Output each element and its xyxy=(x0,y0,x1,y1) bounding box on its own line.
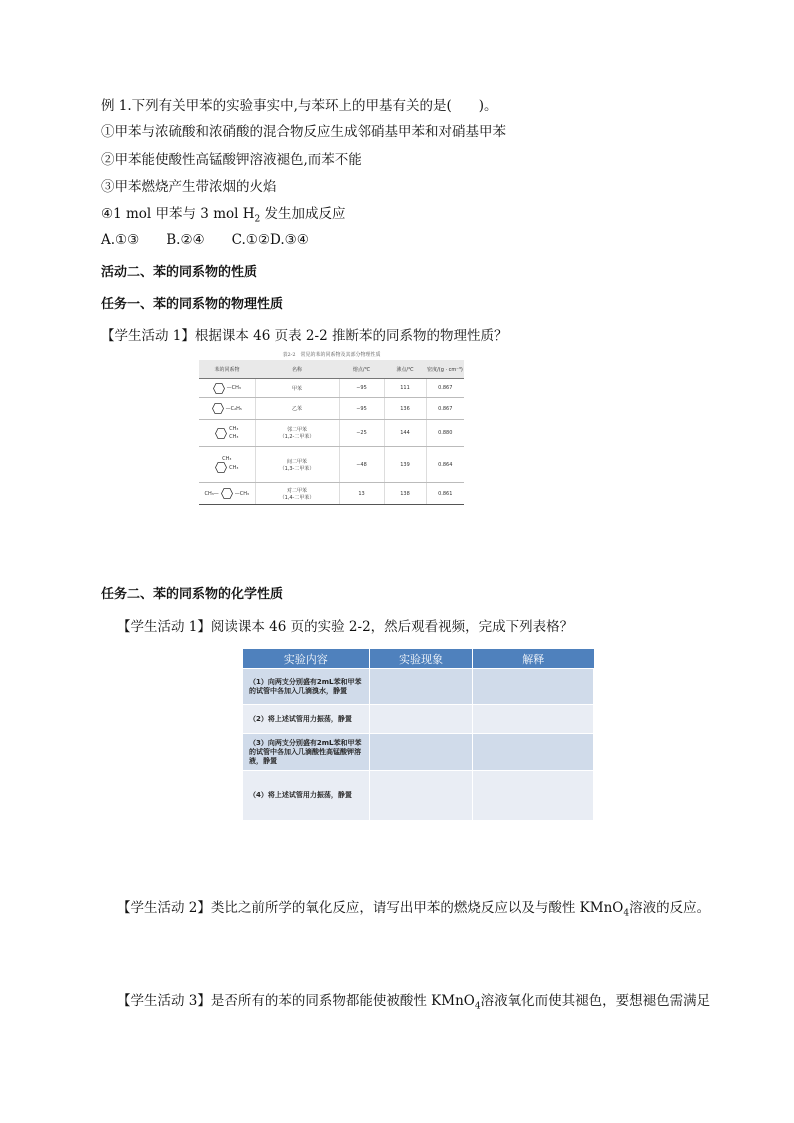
bp-cell: 136 xyxy=(384,398,426,420)
exp-explanation-cell[interactable] xyxy=(473,734,594,771)
task1-heading: 任务一、苯的同系物的物理性质 xyxy=(101,297,284,312)
structure-cell xyxy=(199,483,255,505)
statement-4-subscript: 2 xyxy=(254,214,261,225)
name-cell xyxy=(255,420,339,447)
density-cell: 0.861 xyxy=(426,483,464,505)
density-cell: 0.864 xyxy=(426,447,464,483)
statement-4-text-end: 发生加成反应 xyxy=(260,206,346,222)
exp-content-cell: （4）将上述试管用力振荡，静置 xyxy=(243,771,370,821)
exp-header-row xyxy=(243,649,594,669)
mp-cell: −95 xyxy=(339,379,384,398)
student-activity-3-subscript: 4 xyxy=(474,1001,481,1012)
mp-cell: −95 xyxy=(339,398,384,420)
bp-cell: 138 xyxy=(384,483,426,505)
table-row xyxy=(199,379,464,398)
density-cell: 0.880 xyxy=(426,420,464,447)
substituent: CH₃ xyxy=(222,456,232,462)
statement-3: ③甲苯燃烧产生带浓烟的火焰 xyxy=(101,179,277,195)
exp-header-explanation: 解释 xyxy=(473,649,594,669)
name-cell: 甲苯 xyxy=(255,379,339,398)
mp-cell: −25 xyxy=(339,420,384,447)
benzene-ring-icon xyxy=(213,383,225,394)
table-row xyxy=(243,771,594,821)
benzene-homologs-table-image xyxy=(199,350,464,505)
table-row xyxy=(243,669,594,705)
exp-content-cell: （2）将上述试管用力振荡，静置 xyxy=(243,705,370,734)
name: 邻二甲苯 xyxy=(286,427,307,433)
statement-4-text: ④1 mol 甲苯与 3 mol H xyxy=(101,206,255,222)
benzene-ring-icon xyxy=(215,462,227,473)
student-activity-1b: 【学生活动 1】阅读课本 46 页的实验 2-2，然后观看视频，完成下列表格？ xyxy=(117,619,574,635)
table-row xyxy=(243,734,594,771)
name-alt: （1,3-二甲苯） xyxy=(279,465,315,472)
header-name: 名称 xyxy=(255,360,339,379)
bp-cell: 144 xyxy=(384,420,426,447)
structure-cell xyxy=(199,398,255,420)
task2-heading: 任务二、苯的同系物的化学性质 xyxy=(101,587,284,602)
header-mp: 熔点/℃ xyxy=(339,360,384,379)
answer-options: A.①③ B.②④ C.①②D.③④ xyxy=(101,232,309,248)
density-cell: 0.867 xyxy=(426,379,464,398)
statement-2: ②甲苯能使酸性高锰酸钾溶液褪色,而苯不能 xyxy=(101,152,362,168)
structure-cell xyxy=(199,420,255,447)
name-cell xyxy=(255,483,339,505)
statement-4 xyxy=(101,205,346,229)
exp-phenomenon-cell[interactable] xyxy=(370,734,473,771)
statement-1: ①甲苯与浓硫酸和浓硝酸的混合物反应生成邻硝基甲苯和对硝基甲苯 xyxy=(101,124,506,140)
substituent-2: —CH₃ xyxy=(234,490,250,497)
density-cell: 0.867 xyxy=(426,398,464,420)
structure-cell xyxy=(199,447,255,483)
exp-content-cell: （3）向两支分别盛有2mL苯和甲苯的试管中各加入几滴酸性高锰酸钾溶液，静置 xyxy=(243,734,370,771)
mp-cell: −48 xyxy=(339,447,384,483)
activity2-heading: 活动二、苯的同系物的性质 xyxy=(101,265,258,280)
table-row xyxy=(243,705,594,734)
table-caption: 表2-2 常见的苯的同系物及其部分物理性质 xyxy=(282,352,381,358)
benzene-ring-icon xyxy=(221,488,233,499)
benzene-ring-icon xyxy=(215,428,227,439)
name-alt: （1,2-二甲苯） xyxy=(279,434,315,440)
student-activity-2-subscript: 4 xyxy=(623,908,630,919)
student-activity-2-text: 【学生活动 2】类比之前所学的氧化反应，请写出甲苯的燃烧反应以及与酸性 KMnO xyxy=(117,900,624,916)
benzene-homologs-table xyxy=(199,360,464,505)
student-activity-3 xyxy=(117,992,710,1016)
exp-phenomenon-cell[interactable] xyxy=(370,771,473,821)
exp-phenomenon-cell[interactable] xyxy=(370,705,473,734)
substituent: —CH₃ xyxy=(226,385,241,391)
student-activity-1a: 【学生活动 1】根据课本 46 页表 2-2 推断苯的同系物的物理性质？ xyxy=(101,328,508,344)
header-density: 密度/(g · cm⁻³) xyxy=(426,360,464,379)
substituent: —C₂H₅ xyxy=(225,405,242,412)
header-bp: 沸点/℃ xyxy=(384,360,426,379)
name-cell: 乙苯 xyxy=(255,398,339,420)
substituent-2: CH₃ xyxy=(229,464,239,471)
exp-header-phenomenon: 实验现象 xyxy=(370,649,473,669)
exp-content-cell: （1）向两支分别盛有2mL苯和甲苯的试管中各加入几滴溴水，静置 xyxy=(243,669,370,705)
table-row xyxy=(199,447,464,483)
bp-cell: 111 xyxy=(384,379,426,398)
exp-header-content: 实验内容 xyxy=(243,649,370,669)
table-row xyxy=(199,483,464,505)
substituent: CH₃ xyxy=(229,426,239,432)
mp-cell: 13 xyxy=(339,483,384,505)
exp-phenomenon-cell[interactable] xyxy=(370,669,473,705)
benzene-ring-icon xyxy=(212,403,224,414)
exp-explanation-cell[interactable] xyxy=(473,705,594,734)
name: 对二甲苯 xyxy=(286,487,307,494)
student-activity-2 xyxy=(117,899,710,923)
experiment-table xyxy=(242,649,594,821)
example-question: 例 1.下列有关甲苯的实验事实中,与苯环上的甲基有关的是( )。 xyxy=(101,98,498,114)
structure-cell xyxy=(199,379,255,398)
name-cell xyxy=(255,447,339,483)
substituent-2: CH₃ xyxy=(229,434,239,440)
student-activity-2-text-end: 溶液的反应。 xyxy=(629,900,711,916)
exp-explanation-cell[interactable] xyxy=(473,771,594,821)
table-row xyxy=(199,420,464,447)
table-header-row xyxy=(199,360,464,379)
exp-explanation-cell[interactable] xyxy=(473,669,594,705)
name: 间二甲苯 xyxy=(286,458,307,465)
student-activity-3-text-end: 溶液氧化而使其褪色，要想褪色需满足 xyxy=(480,993,711,1009)
substituent: CH₃— xyxy=(204,490,219,497)
student-activity-3-text: 【学生活动 3】是否所有的苯的同系物都能使被酸性 KMnO xyxy=(117,993,475,1009)
name-alt: （1,4-二甲苯） xyxy=(279,494,315,501)
table-row xyxy=(199,398,464,420)
bp-cell: 139 xyxy=(384,447,426,483)
header-homolog: 苯的同系物 xyxy=(199,360,255,379)
